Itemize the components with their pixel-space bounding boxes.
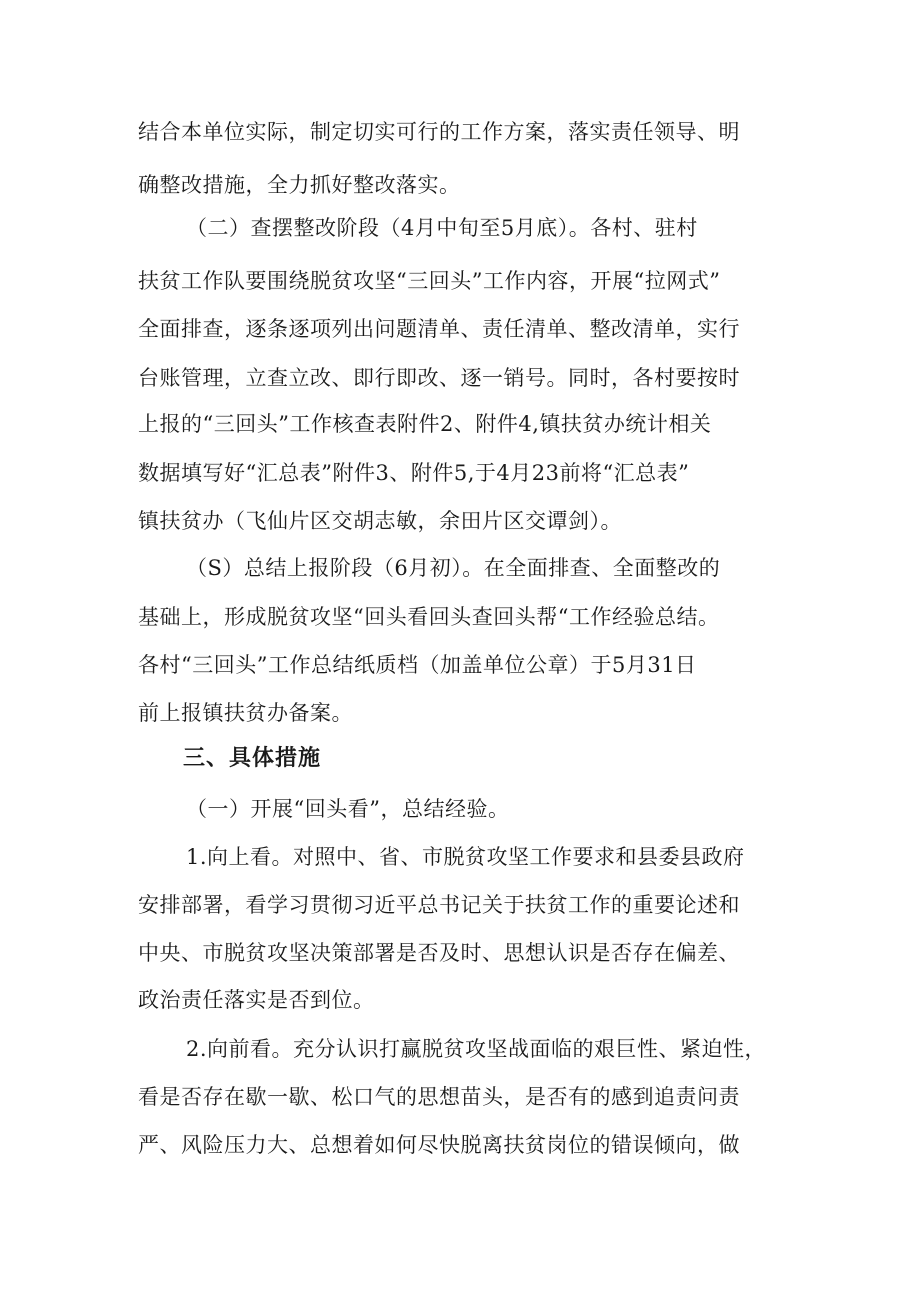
paragraph-line: 基础上，形成脱贫攻坚“回头看回头查回头帮“工作经验总结。 — [138, 605, 720, 629]
paragraph-line: 扶贫工作队要围绕脱贫攻坚“三回头”工作内容，开展“拉网式” — [138, 269, 721, 293]
paragraph-line: 2.向前看。充分认识打赢脱贫攻坚战面临的艰巨性、紧迫性， — [186, 1037, 767, 1061]
paragraph-line: 确整改措施，全力抓好整改落实。 — [138, 173, 461, 197]
paragraph-line: 上报的“三回头”工作核查表附件2、附件4,镇扶贫办统计相关 — [138, 412, 712, 436]
paragraph-line: 前上报镇扶贫办备案。 — [138, 701, 353, 725]
paragraph-line: 中央、市脱贫攻坚决策部署是否及时、思想认识是否存在偏差、 — [138, 941, 740, 965]
section-heading: 三、具体措施 — [183, 746, 322, 771]
paragraph-line: 政治责任落实是否到位。 — [138, 988, 375, 1012]
paragraph-line: 台账管理，立查立改、即行即改、逐一销号。同时，各村要按时 — [138, 366, 740, 390]
paragraph-line: 各村“三回头”工作总结纸质档（加盖单位公章）于5月31日 — [138, 653, 697, 677]
paragraph-line: 镇扶贫办（飞仙片区交胡志敏，余田片区交谭剑）。 — [138, 509, 622, 533]
paragraph-line: 严、风险压力大、总想着如何尽快脱离扶贫岗位的错误倾向，做 — [138, 1133, 740, 1157]
paragraph-line: 1.向上看。对照中、省、市脱贫攻坚工作要求和县委县政府 — [186, 845, 745, 869]
paragraph-line: 全面排查，逐条逐项列出问题清单、责任清单、整改清单，实行 — [138, 317, 740, 341]
paragraph-line: 数据填写好“汇总表”附件3、附件5,于4月23前将“汇总表” — [138, 461, 690, 485]
paragraph-line: 安排部署，看学习贯彻习近平总书记关于扶贫工作的重要论述和 — [138, 893, 740, 917]
paragraph-line: （一）开展“回头看”，总结经验。 — [186, 797, 510, 821]
paragraph-line: 结合本单位实际，制定切实可行的工作方案，落实责任领导、明 — [138, 120, 740, 144]
paragraph-line: 看是否存在歇一歇、松口气的思想苗头，是否有的感到追责问责 — [138, 1085, 740, 1109]
paragraph-line: （二）查摆整改阶段（4月中旬至5月底）。各村、驻村 — [186, 216, 698, 240]
paragraph-line: （S）总结上报阶段（6月初）。在全面排查、全面整改的 — [186, 556, 721, 580]
